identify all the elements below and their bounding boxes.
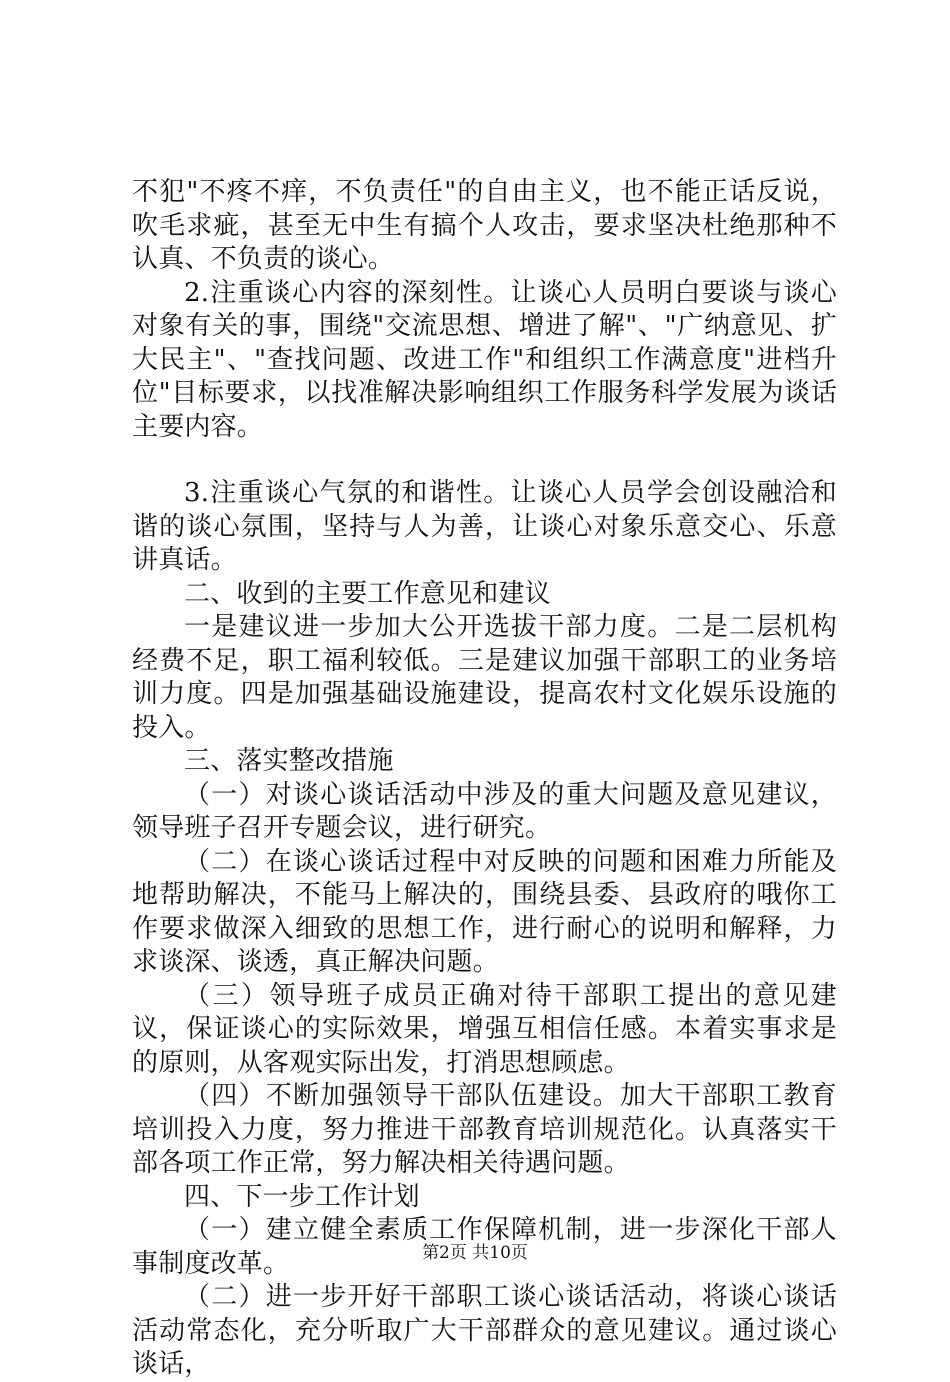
section-heading-4: 四、下一步工作计划 [184, 1181, 420, 1212]
page-footer: 第2页 共10页 [422, 1243, 528, 1263]
paragraph-suggestions: 一是建议进一步加大公开选拔干部力度。二是二层机构经费不足，职工福利较低。三是建议加强干部职工的业务培训力度。四是加强基础设施建设，提高农村文化娱乐设施的投入。 [132, 612, 837, 743]
section-heading-3: 三、落实整改措施 [184, 746, 394, 776]
document-body [132, 176, 837, 1382]
paragraph-measure-4: （四）不断加强领导干部队伍建设。加大干部职工教育培训投入力度，努力推进干部教育培训规范化。认真落实干部各项工作正常，努力解决相关待遇问题。 [132, 1081, 837, 1178]
section-heading-2: 二、收到的主要工作意见和建议 [184, 578, 551, 609]
paragraph-continuation: 不犯"不疼不痒，不负责任"的自由主义，也不能正话反说，吹毛求疵，甚至无中生有搞个人攻击，要求坚决杜绝那种不认真、不负责的谈心。 [132, 177, 837, 274]
paragraph-plan-1: （一）建立健全素质工作保障机制，进一步深化干部人事制度改革。 [132, 1215, 837, 1279]
paragraph-measure-2: （二）在谈心谈话过程中对反映的问题和困难力所能及地帮助解决，不能马上解决的，围绕县委、县政府的哦你工作要求做深入细致的思想工作，进行耐心的说明和解释，力求谈深、谈透，真正解决问题。 [132, 846, 837, 977]
paragraph-measure-3: （三）领导班子成员正确对待干部职工提出的意见建议，保证谈心的实际效果，增强互相信任感。本着实事求是的原则，从客观实际出发，打消思想顾虑。 [132, 980, 837, 1078]
paragraph-point-2: 2.注重谈心内容的深刻性。让谈心人员明白要谈与谈心对象有关的事，围绕"交流思想、增进了解"、"广纳意见、扩大民主"、"查找问题、改进工作"和组织工作满意度"进档升位"目标要求，以找准解决影响组织工作服务科学发展为谈话主要内容。 [132, 277, 837, 442]
paragraph-point-3: 3.注重谈心气氛的和谐性。让谈心人员学会创设融洽和谐的谈心氛围，坚持与人为善，让谈心对象乐意交心、乐意讲真话。 [132, 478, 837, 575]
paragraph-plan-2: （二）进一步开好干部职工谈心谈话活动，将谈心谈话活动常态化，充分听取广大干部群众的意见建议。通过谈心谈话， [132, 1282, 837, 1379]
paragraph-measure-1: （一）对谈心谈话活动中涉及的重大问题及意见建议，领导班子召开专题会议，进行研究。 [132, 779, 837, 843]
